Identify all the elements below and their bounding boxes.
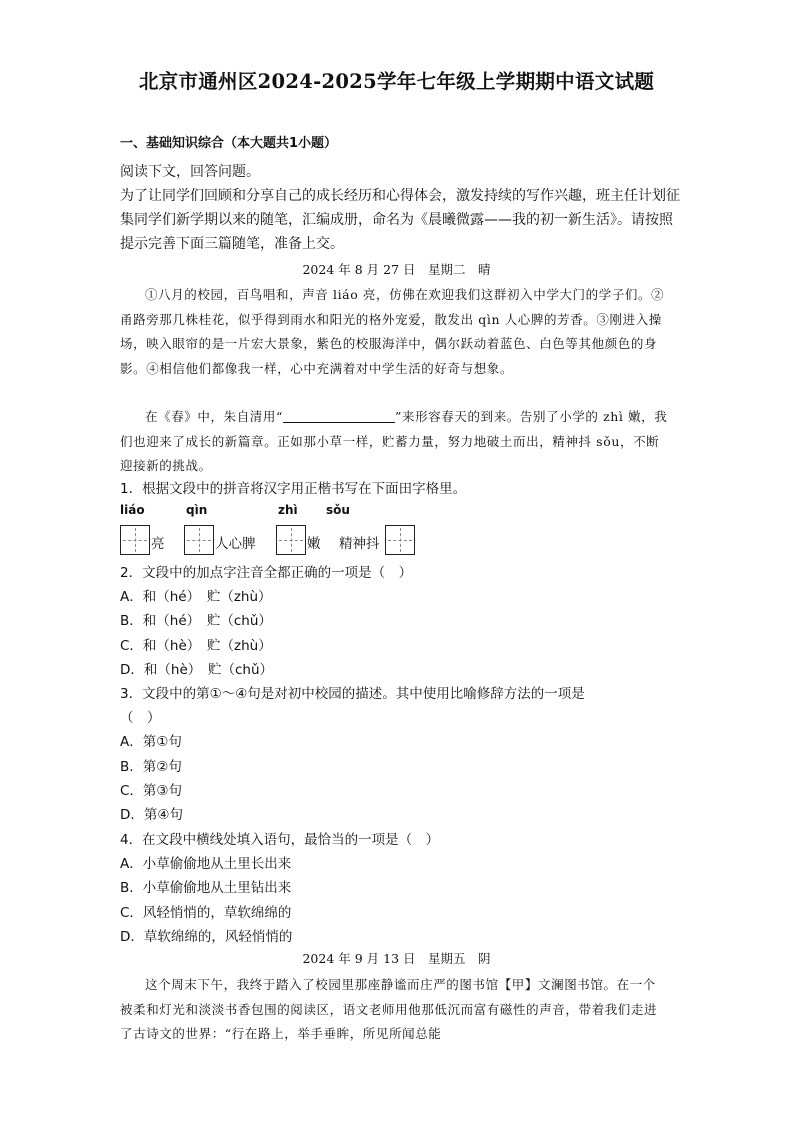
tianzige-row xyxy=(120,525,520,557)
question-2-stem: 2．文段中的加点字注音全都正确的一项是（ ） xyxy=(120,565,413,581)
tianzige-cell[interactable] xyxy=(276,525,306,555)
option-a[interactable]: A．第①句 xyxy=(120,734,182,751)
question-1-stem: 1．根据文段中的拼音将汉字用正楷书写在下面田字格里。 xyxy=(120,481,467,497)
question-3 xyxy=(120,682,680,827)
diary1-date: 2024 年 8 月 27 日 星期二 晴 xyxy=(302,262,491,277)
fill-blank-line xyxy=(283,408,395,423)
option-b[interactable]: B．和（hé） 贮（chǔ） xyxy=(120,613,272,630)
diary1-text-1: ①八月的校园，百鸟唱和，声音 liáo 亮，仿佛在欢迎我们这群初入中学大门的学子们。②甬路旁那几株桂花，似乎得到雨水和阳光的格外宠爱，散发出 qìn 人心脾的芳香。③刚进入操场，映入眼帘的是一片宏大景象，紫色的校服海洋中，偶尔跃动着蓝色、白色等其他颜色的身影。④相信他们都像我一样，心中充满着对中学生活的好奇与想象。 xyxy=(120,287,665,376)
option-d[interactable]: D．和（hè） 贮（chǔ） xyxy=(120,661,274,678)
page-title: 北京市通州区2024-2025学年七年级上学期期中语文试题 xyxy=(138,70,655,93)
option-a[interactable]: A．小草偷偷地从土里长出来 xyxy=(120,856,292,873)
question-3-stem: 3．文段中的第①～④句是对初中校园的描述。其中使用比喻修辞方法的一项是 xyxy=(120,686,585,702)
diary1-paragraph-1 xyxy=(120,283,668,381)
grid-word: 人心脾 xyxy=(215,536,256,552)
tianzige-cell[interactable] xyxy=(120,525,150,555)
question-1 xyxy=(120,477,680,501)
pinyin-label: sǒu xyxy=(326,503,350,517)
option-c[interactable]: C．和（hè） 贮（zhù） xyxy=(120,637,272,654)
option-d[interactable]: D．第④句 xyxy=(120,807,183,824)
diary1-text-2b: ”来形容春天的到来。告别了小学的 zhì 嫩，我们也迎来了成长的新篇章。正如那小草一样，贮蓄力量，努力地破土而出，精神抖 sǒu，不断迎接新的挑战。 xyxy=(120,409,668,473)
tianzige-cell[interactable] xyxy=(385,525,415,555)
diary1-text-2a: 在《春》中，朱自清用“ xyxy=(145,409,283,424)
diary2-paragraph xyxy=(120,973,668,1047)
question-2 xyxy=(120,561,680,682)
question-4 xyxy=(120,828,680,949)
diary2-text: 这个周末下午，我终于踏入了校园里那座静谧而庄严的图书馆【甲】文澜图书馆。在一个被柔和灯光和淡淡书香包围的阅读区，语文老师用他那低沉而富有磁性的声音，带着我们走进了古诗文的世界：“行在路上，举手垂眸，所见所闻总能 xyxy=(120,977,658,1041)
grid-word: 亮 xyxy=(151,536,165,552)
diary2-date: 2024 年 9 月 13 日 星期五 阴 xyxy=(302,951,491,966)
question-3-stem-cont: （ ） xyxy=(120,710,161,727)
option-b[interactable]: B．第②句 xyxy=(120,758,182,775)
pinyin-label: zhì xyxy=(278,503,298,517)
grid-word: 嫩 xyxy=(307,536,321,552)
section-heading: 一、基础知识综合（本大题共1小题） xyxy=(120,136,338,151)
question-4-stem: 4．在文段中横线处填入语句，最恰当的一项是（ ） xyxy=(120,832,440,848)
pinyin-label: qìn xyxy=(186,503,208,517)
option-b[interactable]: B．小草偷偷地从土里钻出来 xyxy=(120,880,292,897)
option-a[interactable]: A．和（hé） 贮（zhù） xyxy=(120,589,272,606)
pinyin-row xyxy=(120,503,520,521)
intro-paragraph: 为了让同学们回顾和分享自己的成长经历和心得体会，激发持续的写作兴趣，班主任计划征集同学们新学期以来的随笔，汇编成册，命名为《晨曦微露——我的初一新生活》。请按照提示完善下面三篇随笔，准备上交。 xyxy=(120,188,680,252)
pinyin-label: liáo xyxy=(120,503,145,517)
option-d[interactable]: D．草软绵绵的，风轻悄悄的 xyxy=(120,928,293,945)
tianzige-cell[interactable] xyxy=(184,525,214,555)
grid-word: 精神抖 xyxy=(339,536,380,552)
intro-instruction: 阅读下文，回答问题。 xyxy=(120,164,260,180)
diary1-paragraph-2 xyxy=(120,405,668,479)
option-c[interactable]: C．第③句 xyxy=(120,782,183,799)
option-c[interactable]: C．风轻悄悄的，草软绵绵的 xyxy=(120,904,292,921)
